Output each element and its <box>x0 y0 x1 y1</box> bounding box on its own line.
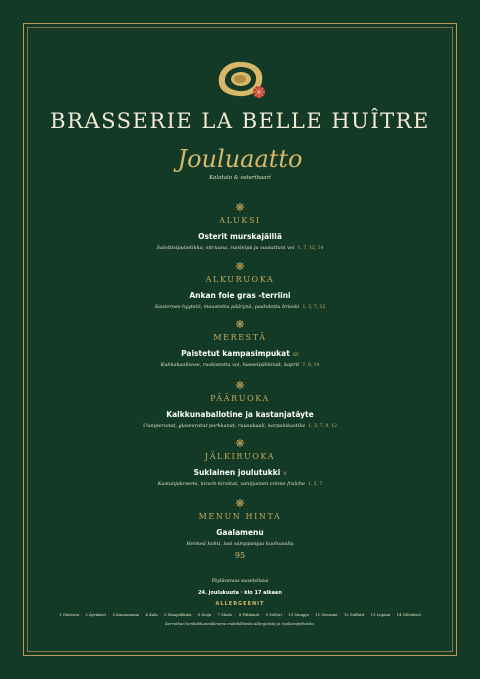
restaurant-name: BRASSERIE LA BELLE HUÎTRE <box>50 109 430 133</box>
dish-description: Uuniperunat, glaseeratut porkkanat, ruusukaali, karpalokastike 1, 3, 7, 9, 12 <box>143 423 337 429</box>
diet-tag: V <box>283 472 287 477</box>
section-title: MENUN HINTA <box>198 512 282 521</box>
snowflake-icon: ❋ <box>235 379 245 392</box>
dish-name: Gaalamenu <box>216 528 264 537</box>
snowflake-icon: ❋ <box>235 201 245 214</box>
section-title: MERESTÄ <box>213 333 267 342</box>
menu-title: Jouluaatto <box>177 145 303 173</box>
section-alkuruoka <box>27 261 453 310</box>
section-menun-hinta <box>27 498 453 560</box>
reservation-note: Pöytävaraus suositeltava <box>211 579 269 584</box>
dish-name: Osterit murskajäillä <box>198 232 282 241</box>
allergen-item: 9 Selleri <box>265 612 282 617</box>
allergen-codes: 1, 3, 7, 9, 12 <box>308 424 337 429</box>
menu-subtitle: Kalatalo & osteribaari <box>209 175 271 181</box>
allergen-item: 2 Äyriäiset <box>85 612 107 617</box>
footer <box>27 579 453 626</box>
section-meresta <box>27 319 453 368</box>
dish-description: Salottisipulietikka, sitruuna, ruisleipä ja suolattuni voi 1, 7, 12, 14 <box>156 245 324 251</box>
section-jalkiruoka <box>27 438 453 487</box>
diet-tag: GF <box>292 353 299 358</box>
allergen-item: 10 Sinappi <box>288 612 309 617</box>
snowflake-icon: ❋ <box>235 318 245 331</box>
allergen-codes: 1, 3, 7, 12 <box>302 305 326 310</box>
dish-name: Kalkkunaballotine ja kastanjatäyte <box>166 410 314 419</box>
allergen-codes: 1, 7, 12, 14 <box>297 246 324 251</box>
event-date: 24. joulukuuta · klo 17 alkaen <box>198 590 282 596</box>
allergen-item: 6 Soija <box>197 612 212 617</box>
snowflake-icon: ❋ <box>235 497 245 510</box>
allergen-item: 14 Nilviäiset <box>396 612 421 617</box>
section-title: PÄÄRUOKA <box>210 394 270 403</box>
snowflake-icon: ❋ <box>235 260 245 273</box>
allergen-codes: 7, 8, 14 <box>302 363 320 368</box>
allergen-item: 5 Maapähkinä <box>164 612 192 617</box>
allergen-item: 3 Kananmuna <box>112 612 140 617</box>
dish-name: Paistetut kampasimpukat GF <box>181 349 299 358</box>
allergens-list: 1 Gluteeni · 2 Äyriäiset · 3 Kananmuna · 4 Kala · 5 Maapähkinä · 6 Soija · 7 Maito · 8 Pähkinät · 9 Selleri · 10 Sinappi · 11 Seesami · 12 Sulfiitit · 13 Lupiini · 14 Nilviäiset <box>59 612 421 617</box>
section-title: ALKURUOKA <box>205 275 275 284</box>
section-aluksi <box>27 202 453 251</box>
allergen-item: 8 Pähkinät <box>238 612 260 617</box>
section-title: ALUKSI <box>219 216 261 225</box>
dish-name: Ankan foie gras -terriini <box>189 291 291 300</box>
allergen-item: 11 Seesami <box>315 612 338 617</box>
allergen-item: 13 Lupiini <box>370 612 391 617</box>
section-title: JÄLKIRUOKA <box>204 452 276 461</box>
dish-description: Kukkakaalisose, ruskistettu voi, hasselpähkinät, kaprit 7, 8, 14 <box>160 362 320 368</box>
allergen-codes: 1, 3, 7 <box>307 482 323 487</box>
allergen-item: 4 Kala <box>145 612 158 617</box>
allergens-heading: ALLERGEENIT <box>215 601 265 607</box>
allergen-item: 12 Sulfiitit <box>343 612 365 617</box>
oyster-logo-icon <box>214 57 268 101</box>
dish-description: Sauternes-hyytelö, maustettu päärynä, paahdettu brioski 1, 3, 7, 12 <box>154 304 326 310</box>
allergy-disclaimer: Kerrothan henkilökunnallemme mahdollisista allergioista ja ruokarajoitteista. <box>165 621 315 626</box>
menu-content <box>27 27 453 652</box>
menu-price: 95 <box>234 551 246 560</box>
section-paaruoka <box>27 380 453 429</box>
snowflake-icon: ❋ <box>235 437 245 450</box>
allergen-item: 7 Maito <box>217 612 233 617</box>
dish-description: Henkeä kohti, lasi samppanjaa kuohuvalla <box>186 541 294 547</box>
dish-name: Suklainen joulutukki V <box>193 468 287 477</box>
dish-description: Kastanjakreemi, kirsch-kirsikat, vaniljainen crème fraîche 1, 3, 7 <box>157 481 323 487</box>
allergen-item: 1 Gluteeni <box>59 612 79 617</box>
